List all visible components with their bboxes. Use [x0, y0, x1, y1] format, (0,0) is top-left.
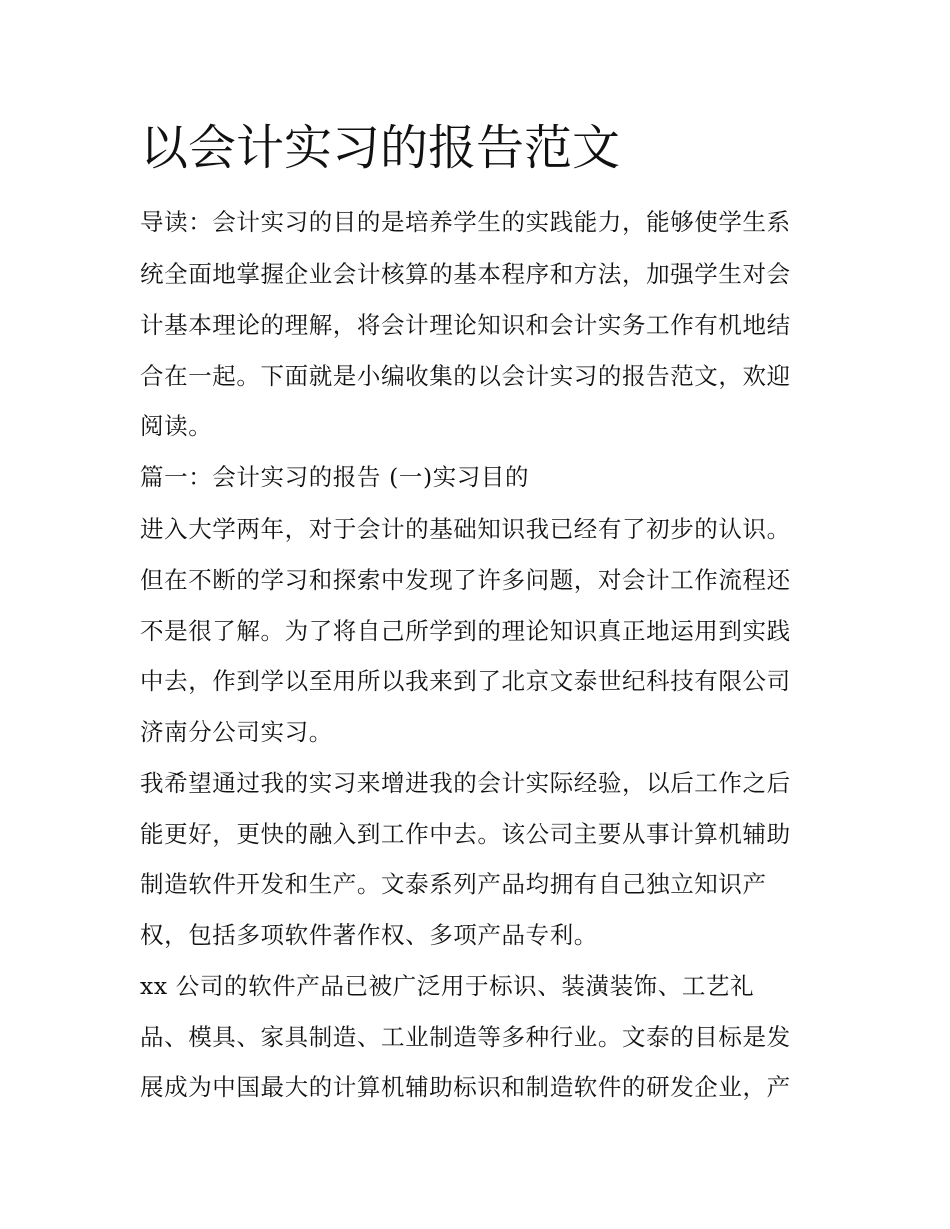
paragraph-2-line-4: 权，包括多项软件著作权、多项产品专利。: [140, 921, 598, 949]
intro-line-1: 导读：会计实习的目的是培养学生的实践能力，能够使学生系: [140, 208, 791, 236]
intro-line-5: 阅读。: [140, 412, 213, 440]
paragraph-1-line-5: 济南分公司实习。: [140, 718, 333, 746]
paragraph-3-line-2: 品、模具、家具制造、工业制造等多种行业。文泰的目标是发: [140, 1023, 791, 1051]
intro-line-2: 统全面地掌握企业会计核算的基本程序和方法，加强学生对会: [140, 260, 791, 288]
paragraph-1-line-2: 但在不断的学习和探索中发现了许多问题，对会计工作流程还: [140, 566, 791, 594]
paragraph-1-line-1: 进入大学两年，对于会计的基础知识我已经有了初步的认识。: [140, 515, 791, 543]
paragraph-2-line-1: 我希望通过我的实习来增进我的会计实际经验，以后工作之后: [140, 769, 791, 797]
paragraph-3-line-3: 展成为中国最大的计算机辅助标识和制造软件的研发企业，产: [140, 1073, 791, 1101]
paragraph-3-line-1: xx 公司的软件产品已被广泛用于标识、装潢装饰、工艺礼: [140, 972, 755, 1000]
paragraph-1-line-3: 不是很了解。为了将自己所学到的理论知识真正地运用到实践: [140, 617, 791, 645]
paragraph-2-line-3: 制造软件开发和生产。文泰系列产品均拥有自己独立知识产: [140, 870, 767, 898]
paragraph-2-line-2: 能更好，更快的融入到工作中去。该公司主要从事计算机辅助: [140, 820, 791, 848]
document-title: 以会计实习的报告范文: [140, 120, 621, 176]
section-heading: 篇一：会计实习的报告 (一)实习目的: [140, 463, 530, 491]
intro-line-3: 计基本理论的理解，将会计理论知识和会计实务工作有机地结: [140, 311, 791, 339]
intro-line-4: 合在一起。下面就是小编收集的以会计实习的报告范文，欢迎: [140, 362, 791, 390]
paragraph-1-line-4: 中去，作到学以至用所以我来到了北京文泰世纪科技有限公司: [140, 667, 791, 695]
